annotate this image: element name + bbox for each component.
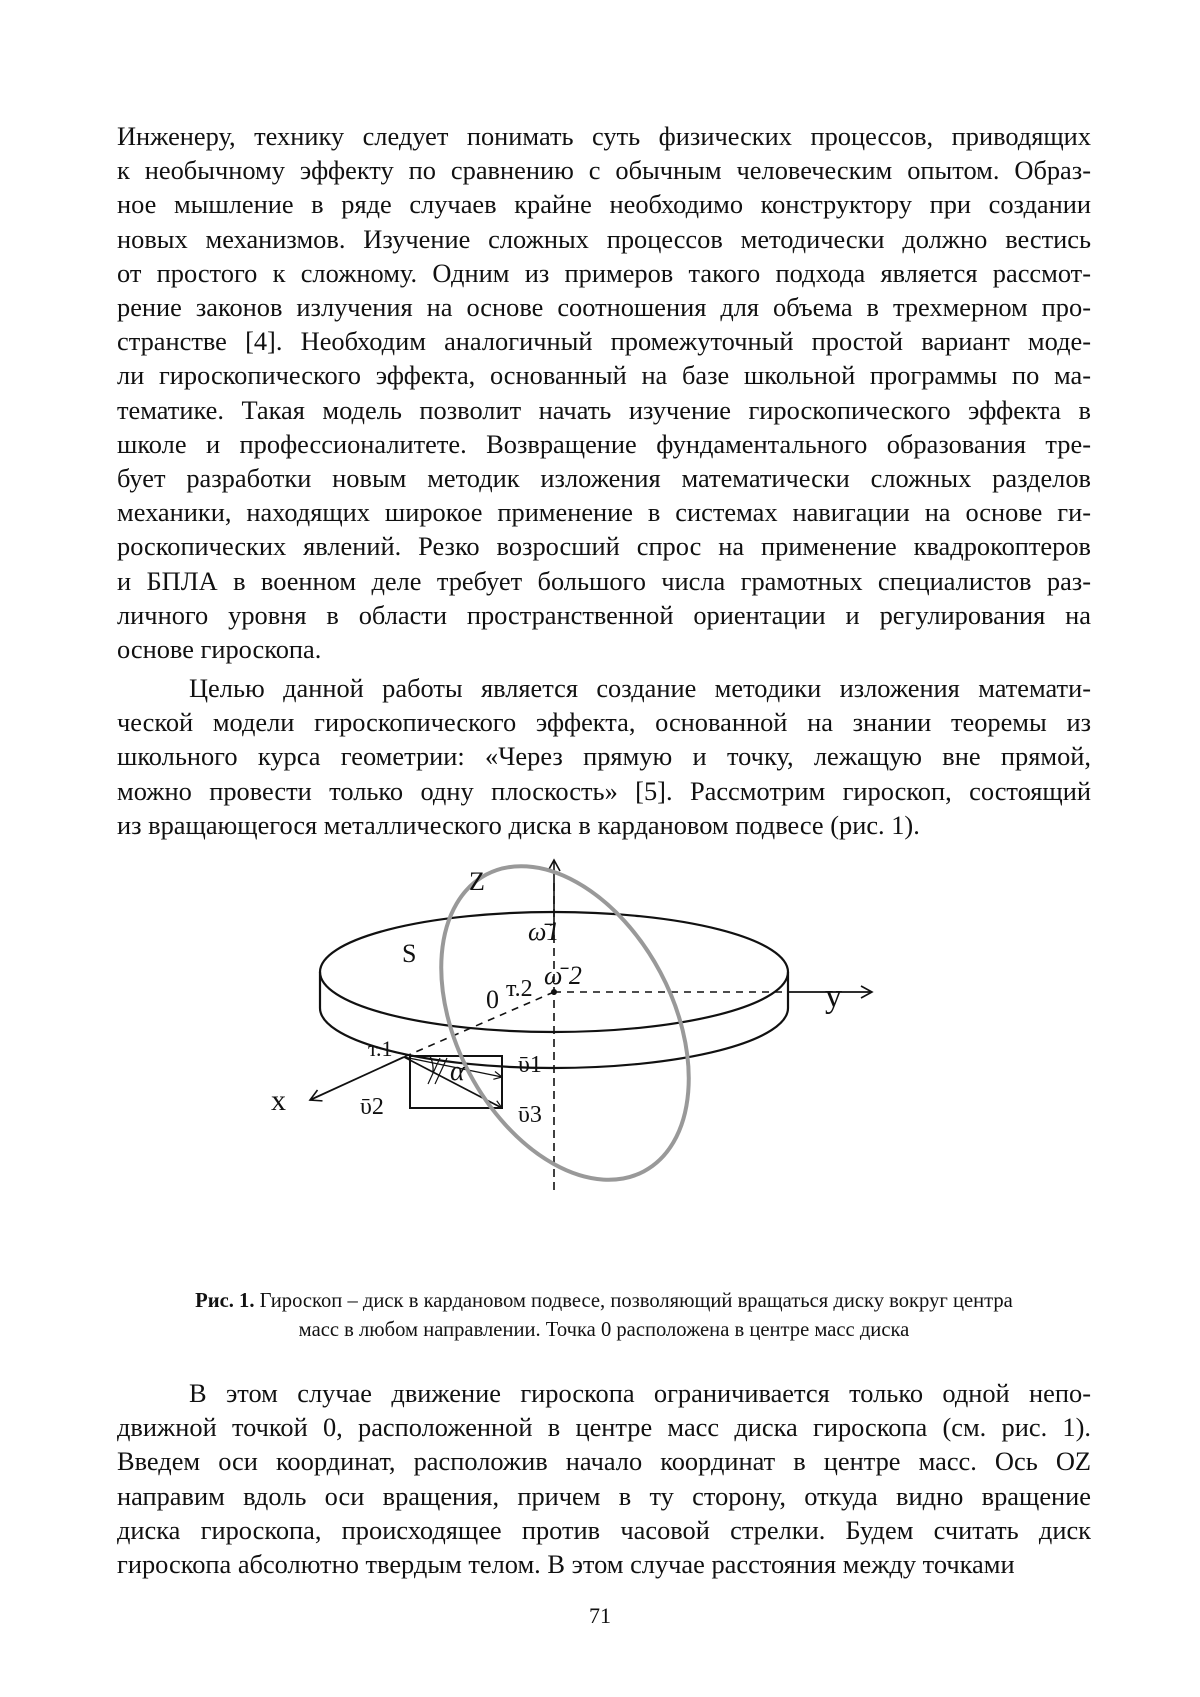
- text-line: рение законов излучения на основе соотношения для объема в трехмерном про-: [117, 292, 1091, 323]
- label-omega1: ω̄1: [528, 917, 560, 946]
- text-line: диска гироскопа, происходящее против часовой стрелки. Будем считать диск: [117, 1514, 1091, 1545]
- page-number: 71: [589, 1603, 611, 1628]
- text-line: к необычному эффекту по сравнению с обычным человеческим опытом. Образ-: [117, 155, 1091, 186]
- figure-caption: [117, 1287, 1091, 1345]
- label-t1: т.1: [368, 1036, 393, 1061]
- text-line: странстве [4]. Необходим аналогичный промежуточный простой вариант моде-: [117, 326, 1091, 357]
- text-line: бует разработки новым методик изложения математически сложных разделов: [117, 463, 1091, 494]
- paragraph-1: [117, 119, 1091, 666]
- text-line: из вращающегося металлического диска в кардановом подвесе (рис. 1).: [117, 809, 920, 840]
- text-line: тематике. Такая модель позволит начать изучение гироскопического эффекта в: [117, 394, 1091, 425]
- text-line: от простого к сложному. Одним из примеров такого подхода является рассмот-: [117, 257, 1091, 288]
- text-line: Целью данной работы является создание методики изложения математи-: [189, 673, 1091, 703]
- text-line: школе и профессионалитете. Возвращение фундаментального образования тре-: [117, 428, 1091, 459]
- label-v3: ῡ3: [518, 1102, 542, 1128]
- text-line: и БПЛА в военном деле требует большого числа грамотных специалистов раз-: [117, 565, 1091, 596]
- text-line: движной точкой 0, расположенной в центре масс диска гироскопа (см. рис. 1).: [117, 1412, 1091, 1443]
- text-line: ное мышление в ряде случаев крайне необходимо конструктору при создании: [117, 189, 1091, 220]
- caption-label: Рис. 1.: [195, 1290, 255, 1312]
- x-axis: [310, 1057, 404, 1100]
- text-line: гироскопа абсолютно твердым телом. В этом случае расстояния между точками: [117, 1549, 1015, 1580]
- text-line: основе гироскопа.: [117, 634, 322, 665]
- label-y: y: [825, 978, 842, 1015]
- text-line: ческой модели гироскопического эффекта, основанной на знании теоремы из: [117, 707, 1091, 738]
- tilted-ring: [391, 824, 739, 1222]
- paragraph-2: [117, 671, 1091, 842]
- caption-text-1: Гироскоп – диск в кардановом подвесе, позволяющий вращаться диску вокруг центра: [259, 1290, 1013, 1312]
- text-line: механики, находящих широкое применение в системах навигации на основе ги-: [117, 497, 1091, 528]
- label-x: x: [271, 1084, 286, 1117]
- gyroscope-figure: [271, 860, 920, 1280]
- label-z: Z: [469, 867, 485, 896]
- label-s: S: [402, 939, 417, 968]
- caption-line-2: масс в любом направлении. Точка 0 расположена в центре масс диска: [298, 1319, 910, 1341]
- text-line: направим вдоль оси вращения, причем в ту сторону, откуда видно вращение: [117, 1480, 1091, 1511]
- text-line: ли гироскопического эффекта, основанный на базе школьной программы по ма-: [117, 360, 1091, 391]
- gyroscope-diagram: [271, 860, 920, 1280]
- text-line: новых механизмов. Изучение сложных процессов методически должно вестись: [117, 223, 1091, 254]
- text-line: Введем оси координат, расположив начало координат в центре масс. Ось OZ: [117, 1446, 1091, 1477]
- label-v1: ῡ1: [518, 1052, 542, 1078]
- caption-line-1: [117, 1287, 1091, 1316]
- label-omega2: ω̄ 2: [544, 961, 582, 990]
- paragraph-3: [117, 1376, 1091, 1581]
- label-t2: т.2: [506, 976, 533, 1002]
- text-line: роскопических явлений. Резко возросший спрос на применение квадрокоптеров: [117, 531, 1091, 562]
- label-v2: ῡ2: [360, 1094, 384, 1120]
- label-origin: 0: [486, 985, 499, 1014]
- hatch-2: [435, 1058, 447, 1084]
- text-line: школьного курса геометрии: «Через прямую и точку, лежащую вне прямой,: [117, 741, 1091, 772]
- label-alpha: α: [450, 1056, 465, 1087]
- text-line: В этом случае движение гироскопа ограничивается только одной непо-: [189, 1378, 1091, 1408]
- text-line: можно провести только одну плоскость» [5]. Рассмотрим гироскоп, состоящий: [117, 775, 1091, 806]
- text-line: личного уровня в области пространственной ориентации и регулирования на: [117, 599, 1091, 630]
- text-line: Инженеру, технику следует понимать суть физических процессов, приводящих: [117, 121, 1091, 151]
